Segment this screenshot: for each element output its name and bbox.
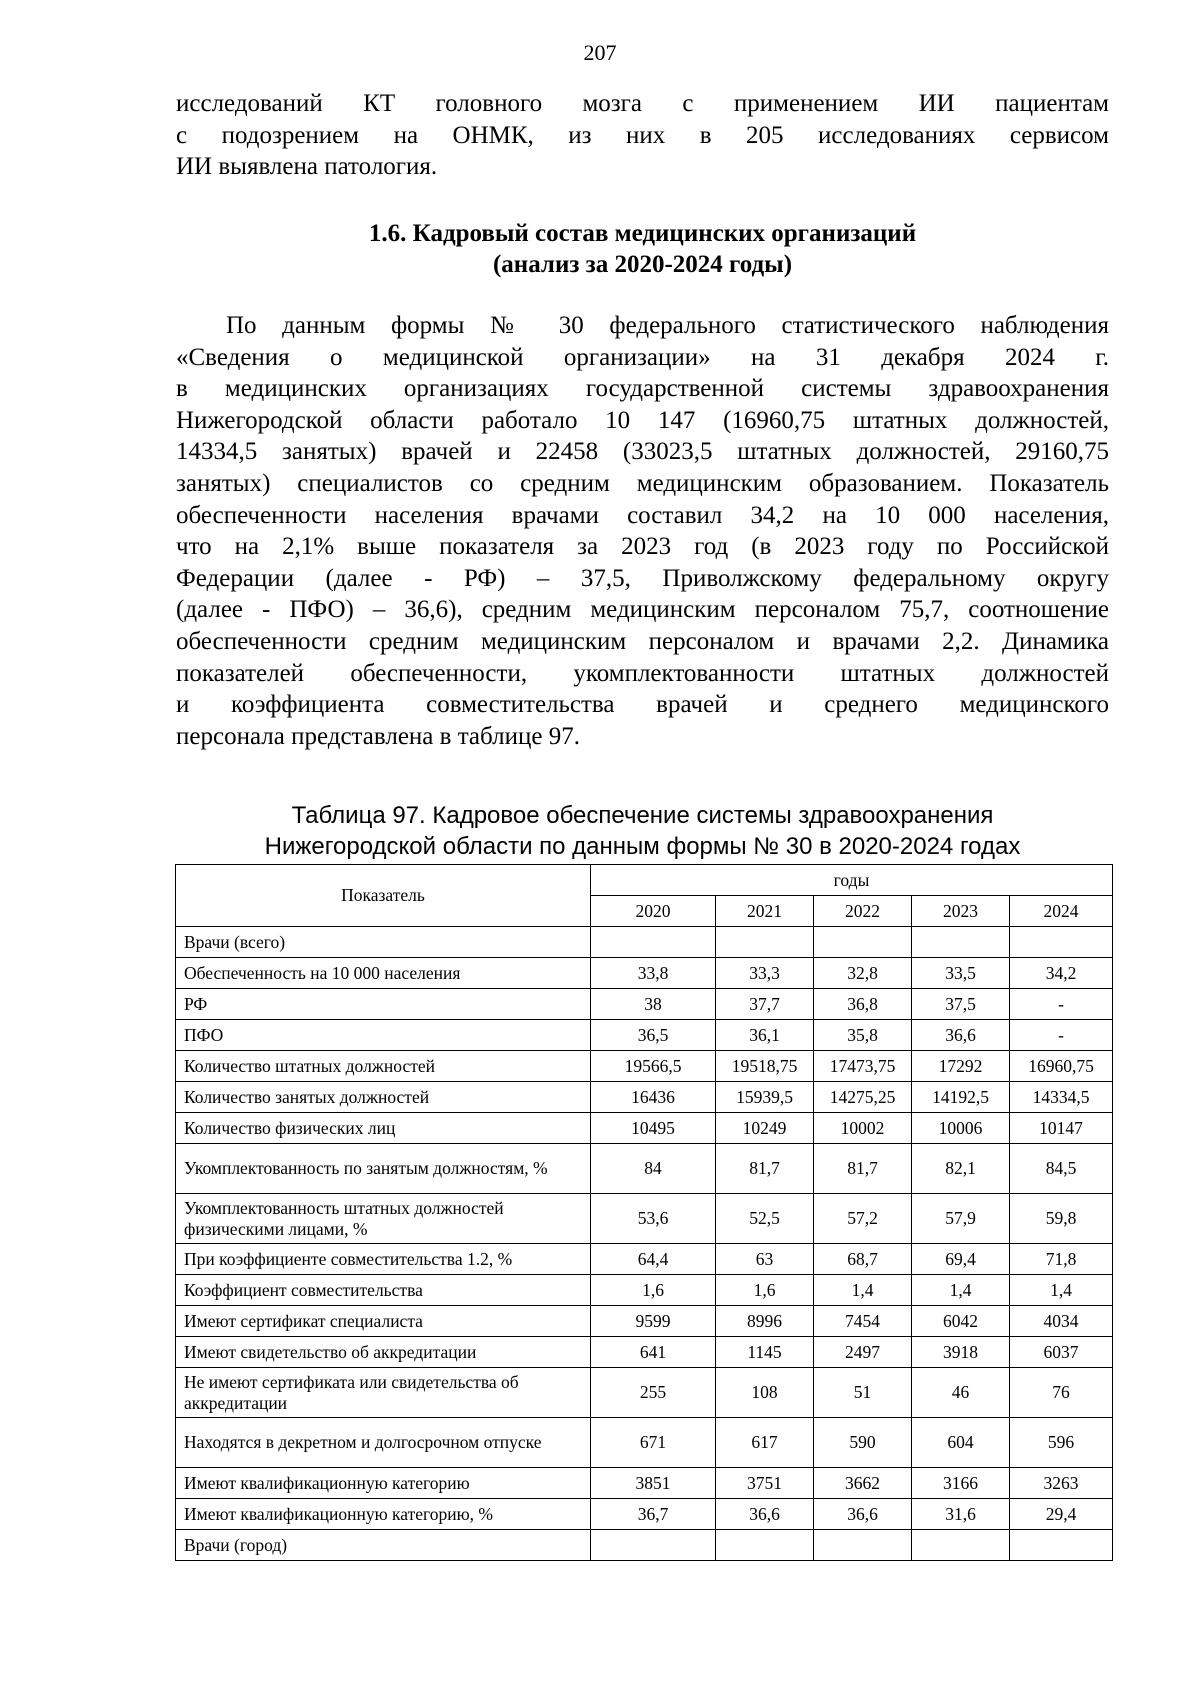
row-value: 57,9: [912, 1194, 1010, 1244]
row-value: 33,3: [716, 958, 814, 989]
table-row: [176, 1020, 1113, 1051]
text-line: Нижегородской области работало 10 147 (16960,75 штатных должностей,: [176, 406, 1109, 434]
row-value: 76: [1010, 1368, 1113, 1418]
row-label: Врачи (всего): [176, 927, 591, 958]
row-value: 255: [591, 1368, 716, 1418]
row-label: Укомплектованность штатных должностей физическими лицами, %: [176, 1194, 591, 1244]
table-row: [176, 927, 1113, 958]
row-value: [912, 1530, 1010, 1561]
row-value: 108: [716, 1368, 814, 1418]
text-line: (далее - ПФО) – 36,6), средним медицинским персоналом 75,7, соотношение: [176, 596, 1109, 624]
row-value: 37,7: [716, 989, 814, 1020]
section-heading: [176, 218, 1109, 280]
text-line: показателей обеспеченности, укомплектованности штатных должностей: [176, 659, 1109, 687]
row-label: Обеспеченность на 10 000 населения: [176, 958, 591, 989]
row-value: 38: [591, 989, 716, 1020]
row-value: 63: [716, 1244, 814, 1275]
table-row: [176, 1368, 1113, 1418]
text-line: исследований КТ головного мозга с применением ИИ пациентам: [176, 90, 1109, 117]
row-value: 10006: [912, 1113, 1010, 1144]
table-row: [176, 1275, 1113, 1306]
table-row: [176, 1306, 1113, 1337]
table-row: [176, 1418, 1113, 1468]
row-value: 31,6: [912, 1499, 1010, 1530]
text-line: 14334,5 занятых) врачей и 22458 (33023,5 штатных должностей, 29160,75: [176, 438, 1109, 466]
row-value: 10002: [814, 1113, 912, 1144]
header-year: 2023: [912, 896, 1010, 927]
row-value: 8996: [716, 1306, 814, 1337]
row-value: 84: [591, 1144, 716, 1194]
row-value: 1,6: [591, 1275, 716, 1306]
row-value: 15939,5: [716, 1082, 814, 1113]
text-line: в медицинских организациях государственной системы здравоохранения: [176, 375, 1109, 403]
row-value: 36,6: [814, 1499, 912, 1530]
header-year: 2020: [591, 896, 716, 927]
row-value: [1010, 927, 1113, 958]
row-value: 33,8: [591, 958, 716, 989]
row-value: 1,4: [912, 1275, 1010, 1306]
row-value: 53,6: [591, 1194, 716, 1244]
row-value: 17292: [912, 1051, 1010, 1082]
row-value: 1,4: [1010, 1275, 1113, 1306]
staffing-table: [175, 864, 1113, 1561]
row-label: Имеют сертификат специалиста: [176, 1306, 591, 1337]
row-value: 2497: [814, 1337, 912, 1368]
table-row: [176, 1194, 1113, 1244]
header-year: 2024: [1010, 896, 1113, 927]
row-value: 3851: [591, 1468, 716, 1499]
row-value: 14192,5: [912, 1082, 1010, 1113]
table-row: [176, 1113, 1113, 1144]
text-line: что на 2,1% выше показателя за 2023 год (в 2023 году по Российской: [176, 533, 1109, 561]
row-label: Не имеют сертификата или свидетельства об аккредитации: [176, 1368, 591, 1418]
table-caption: [176, 800, 1109, 862]
row-value: 16960,75: [1010, 1051, 1113, 1082]
row-value: 81,7: [814, 1144, 912, 1194]
row-value: 64,4: [591, 1244, 716, 1275]
text-line: По данным формы № 30 федерального статистического наблюдения: [226, 312, 1109, 339]
row-value: 33,5: [912, 958, 1010, 989]
row-value: 81,7: [716, 1144, 814, 1194]
row-value: 82,1: [912, 1144, 1010, 1194]
row-value: 46: [912, 1368, 1010, 1418]
row-value: [591, 1530, 716, 1561]
header-year: 2021: [716, 896, 814, 927]
row-value: 10495: [591, 1113, 716, 1144]
row-value: 3751: [716, 1468, 814, 1499]
row-value: 16436: [591, 1082, 716, 1113]
row-value: [716, 927, 814, 958]
section-heading-line: (анализ за 2020-2024 годы): [492, 251, 793, 278]
row-value: 14334,5: [1010, 1082, 1113, 1113]
row-label: Имеют свидетельство об аккредитации: [176, 1337, 591, 1368]
row-value: -: [1010, 989, 1113, 1020]
row-value: 596: [1010, 1418, 1113, 1468]
row-value: [912, 927, 1010, 958]
row-value: 604: [912, 1418, 1010, 1468]
row-label: РФ: [176, 989, 591, 1020]
row-value: [1010, 1530, 1113, 1561]
table-caption-line: Таблица 97. Кадровое обеспечение системы здравоохранения: [291, 802, 994, 829]
row-value: 36,8: [814, 989, 912, 1020]
table-row: [176, 1082, 1113, 1113]
row-value: 10147: [1010, 1113, 1113, 1144]
row-value: 37,5: [912, 989, 1010, 1020]
row-value: 1,4: [814, 1275, 912, 1306]
section-heading-line: 1.6. Кадровый состав медицинских организаций: [368, 220, 917, 247]
header-years-group: годы: [591, 865, 1113, 896]
body-paragraph: [176, 310, 1109, 752]
row-value: 19518,75: [716, 1051, 814, 1082]
table-caption-line: Нижегородской области по данным формы № 30 в 2020-2024 годах: [264, 833, 1021, 860]
page-number: 207: [583, 40, 617, 65]
row-value: 68,7: [814, 1244, 912, 1275]
row-value: 1145: [716, 1337, 814, 1368]
table-row: [176, 1530, 1113, 1561]
row-value: 36,6: [716, 1499, 814, 1530]
row-value: 617: [716, 1418, 814, 1468]
row-value: 17473,75: [814, 1051, 912, 1082]
row-value: -: [1010, 1020, 1113, 1051]
row-value: 34,2: [1010, 958, 1113, 989]
row-value: 6042: [912, 1306, 1010, 1337]
row-value: 9599: [591, 1306, 716, 1337]
row-value: 32,8: [814, 958, 912, 989]
table-row: [176, 1468, 1113, 1499]
row-label: Имеют квалификационную категорию: [176, 1468, 591, 1499]
row-value: 641: [591, 1337, 716, 1368]
text-line: обеспеченности средним медицинским персоналом и врачами 2,2. Динамика: [176, 627, 1109, 655]
row-label: При коэффициенте совместительства 1.2, %: [176, 1244, 591, 1275]
row-value: 84,5: [1010, 1144, 1113, 1194]
row-label: Имеют квалификационную категорию, %: [176, 1499, 591, 1530]
row-value: 29,4: [1010, 1499, 1113, 1530]
row-value: 3662: [814, 1468, 912, 1499]
table-row: [176, 989, 1113, 1020]
row-value: 71,8: [1010, 1244, 1113, 1275]
row-value: 36,1: [716, 1020, 814, 1051]
row-value: 52,5: [716, 1194, 814, 1244]
table-row: [176, 1144, 1113, 1194]
row-label: Коэффициент совместительства: [176, 1275, 591, 1306]
row-value: [814, 1530, 912, 1561]
row-value: [591, 927, 716, 958]
row-value: 36,6: [912, 1020, 1010, 1051]
row-value: 3263: [1010, 1468, 1113, 1499]
text-line: с подозрением на ОНМК, из них в 205 исследованиях сервисом: [176, 121, 1109, 149]
row-value: 19566,5: [591, 1051, 716, 1082]
row-value: 51: [814, 1368, 912, 1418]
row-value: 10249: [716, 1113, 814, 1144]
row-label: Находятся в декретном и долгосрочном отпуске: [176, 1418, 591, 1468]
row-label: Количество штатных должностей: [176, 1051, 591, 1082]
row-value: 59,8: [1010, 1194, 1113, 1244]
table-row: [176, 1337, 1113, 1368]
row-value: 36,5: [591, 1020, 716, 1051]
row-value: 4034: [1010, 1306, 1113, 1337]
row-value: [814, 927, 912, 958]
intro-paragraph: [176, 88, 1109, 183]
table-body: [176, 927, 1113, 1561]
row-value: 36,7: [591, 1499, 716, 1530]
row-value: 3166: [912, 1468, 1010, 1499]
row-value: 3918: [912, 1337, 1010, 1368]
text-line: и коэффициента совместительства врачей и среднего медицинского: [176, 691, 1109, 719]
row-value: 14275,25: [814, 1082, 912, 1113]
table-row: [176, 958, 1113, 989]
row-value: 590: [814, 1418, 912, 1468]
text-line: «Сведения о медицинской организации» на 31 декабря 2024 г.: [176, 343, 1109, 371]
header-year: 2022: [814, 896, 912, 927]
row-label: Количество физических лиц: [176, 1113, 591, 1144]
row-label: Укомплектованность по занятым должностям, %: [176, 1144, 591, 1194]
text-line: обеспеченности населения врачами составил 34,2 на 10 000 населения,: [176, 501, 1109, 529]
row-value: 35,8: [814, 1020, 912, 1051]
row-value: 57,2: [814, 1194, 912, 1244]
row-value: [716, 1530, 814, 1561]
header-indicator: Показатель: [176, 865, 591, 927]
text-line: занятых) специалистов со средним медицинским образованием. Показатель: [176, 469, 1109, 497]
row-value: 1,6: [716, 1275, 814, 1306]
row-value: 7454: [814, 1306, 912, 1337]
row-label: ПФО: [176, 1020, 591, 1051]
text-line: персонала представлена в таблице 97.: [176, 722, 580, 750]
row-label: Врачи (город): [176, 1530, 591, 1561]
table-row: [176, 1499, 1113, 1530]
table-row: [176, 1244, 1113, 1275]
row-value: 69,4: [912, 1244, 1010, 1275]
table-row: [176, 1051, 1113, 1082]
row-value: 671: [591, 1418, 716, 1468]
row-value: 6037: [1010, 1337, 1113, 1368]
text-line: ИИ выявлена патология.: [176, 153, 438, 181]
text-line: Федерации (далее - РФ) – 37,5, Приволжскому федеральному округу: [176, 564, 1109, 592]
row-label: Количество занятых должностей: [176, 1082, 591, 1113]
